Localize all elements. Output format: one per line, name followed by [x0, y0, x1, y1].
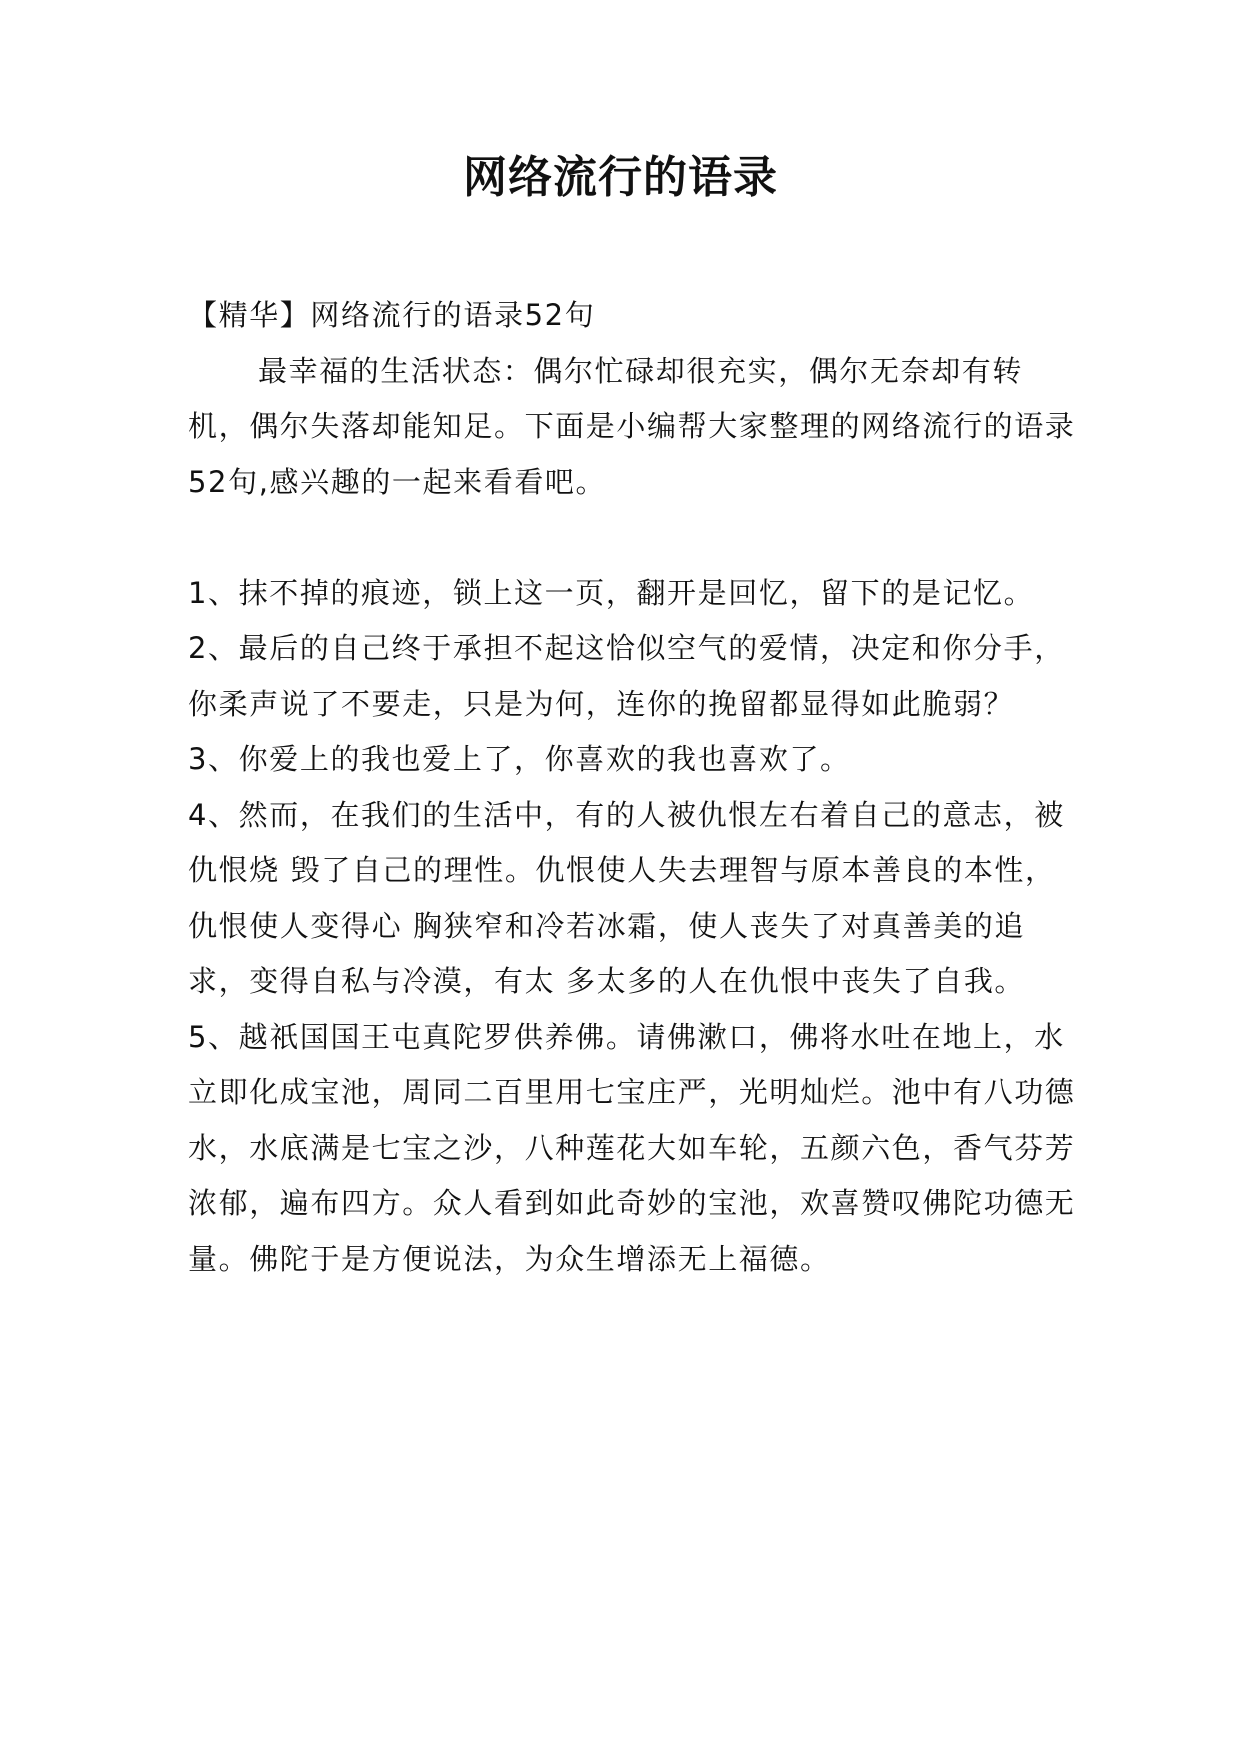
paragraph-spacer: [188, 510, 1083, 566]
document-title: 网络流行的语录: [463, 152, 778, 203]
quote-item-3: 3、你爱上的我也爱上了，你喜欢的我也喜欢了。: [188, 742, 851, 776]
intro-paragraph: 最幸福的生活状态：偶尔忙碌却很充实，偶尔无奈却有转机，偶尔失落却能知足。下面是小编帮大家整理的网络流行的语录52句,感兴趣的一起来看看吧。: [188, 353, 1076, 499]
quote-item-1: 1、抹不掉的痕迹，锁上这一页，翻开是回忆，留下的是记忆。: [188, 575, 1035, 610]
quote-item-5: 5、越祇国国王屯真陀罗供养佛。请佛漱口，佛将水吐在地上，水立即化成宝池，周同二百里用七宝庄严，光明灿烂。池中有八功德水，水底满是七宝之沙，八种莲花大如车轮，五颜六色，香气芬芳浓郁，遍布四方。众人看到如此奇妙的宝池，欢喜赞叹佛陀功德无量。佛陀于是方便说法，为众生增添无上福德。: [188, 1019, 1076, 1276]
document-body: [188, 288, 1083, 1287]
document-subtitle: 【精华】网络流行的语录52句: [188, 298, 596, 332]
quote-item-2: 2、最后的自己终于承担不起这恰似空气的爱情，决定和你分手，你柔声说了不要走，只是为何，连你的挽留都显得如此脆弱？: [188, 631, 1065, 721]
quote-item-4: 4、然而，在我们的生活中，有的人被仇恨左右着自己的意志，被仇恨烧 毁了自己的理性。仇恨使人失去理智与原本善良的本性，仇恨使人变得心 胸狭窄和冷若冰霜，使人丧失了对真善美的追求，变得自私与冷漠，有太 多太多的人在仇恨中丧失了自我。: [188, 797, 1065, 998]
